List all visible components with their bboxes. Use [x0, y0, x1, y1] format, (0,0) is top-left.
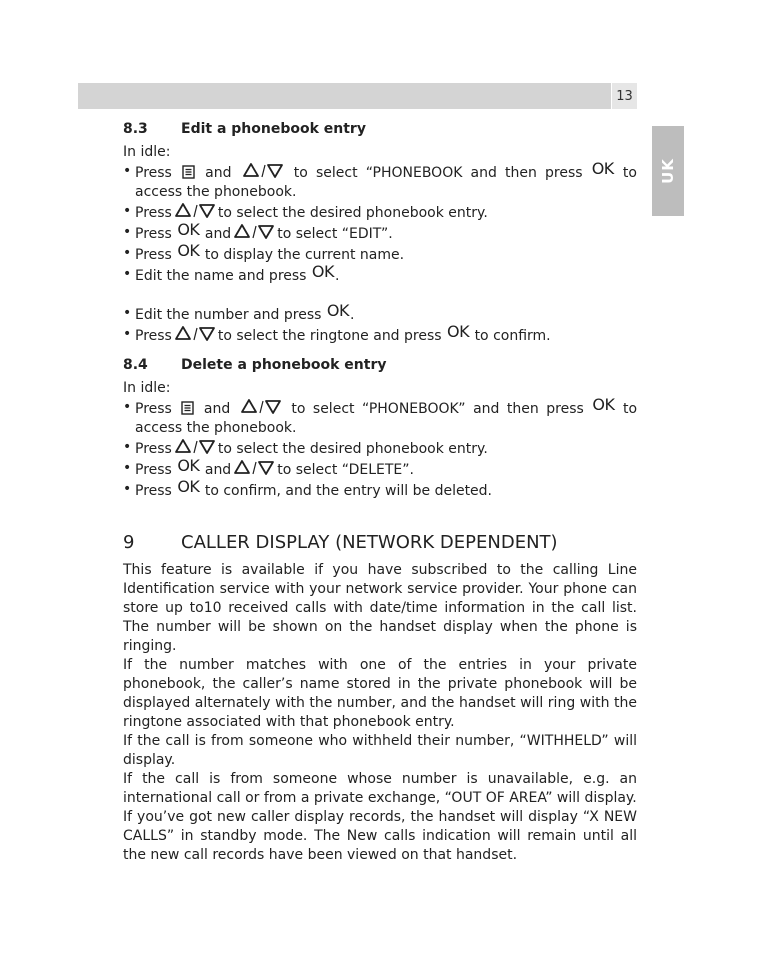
ok-key-icon: OK — [177, 477, 200, 496]
section-9-body — [123, 561, 637, 865]
paragraph: If the call is from someone who withheld their number, “WITHHELD” will display. — [123, 733, 637, 768]
list-item: • Press to select the desired phonebook entry. — [123, 438, 637, 459]
ok-key-icon: OK — [591, 159, 614, 178]
up-down-arrows-icon — [174, 202, 216, 219]
paragraph: If you’ve got new caller display records, the handset will display “X NEW CALLS” in standby mode. The New calls indication will remain until all the new call records have been viewed on that handset. — [123, 809, 637, 863]
up-down-arrows-icon — [174, 438, 216, 455]
list-item: • Press to select the desired phonebook entry. — [123, 202, 637, 223]
up-down-arrows-icon — [233, 459, 275, 476]
paragraph: This feature is available if you have subscribed to the calling Line Identification service with your network service provider. Your phone can store up to10 received calls with date/time information in the call list. The number will be shown on the handset display when the phone is ringing. — [123, 562, 637, 654]
ok-key-icon: OK — [177, 241, 200, 260]
up-down-arrows-icon — [242, 162, 284, 179]
paragraph: If the call is from someone whose number is unavailable, e.g. an international call or from a private exchange, “OUT OF AREA” will display. — [123, 771, 637, 806]
list-item-continuation: access the phonebook. — [135, 184, 297, 200]
list-item: • Press and to select “PHONEBOOK” and then press OK to — [123, 398, 637, 419]
list-item: • Press to select the ringtone and press OK to confirm. — [123, 325, 637, 346]
ok-key-icon: OK — [311, 262, 335, 281]
page-number: 13 — [612, 83, 637, 109]
ok-key-icon: OK — [592, 395, 615, 414]
language-tab-label: UK — [659, 158, 677, 184]
in-idle-label: In idle: — [123, 380, 171, 396]
menu-icon — [182, 165, 195, 179]
section-heading-8-4: 8.4 Delete a phonebook entry — [123, 357, 387, 373]
list-item: • Press OK to confirm, and the entry will be deleted. — [123, 480, 637, 501]
list-item: • Edit the name and press OK. — [123, 265, 637, 286]
list-item: • Edit the number and press OK. — [123, 304, 637, 325]
list-item: • Press OK and to select “EDIT”. — [123, 223, 637, 244]
in-idle-label: In idle: — [123, 144, 171, 160]
list-item: • Press and to select “PHONEBOOK and then press OK to — [123, 162, 637, 183]
ok-key-icon: OK — [447, 322, 470, 341]
list-item-continuation: access the phonebook. — [135, 420, 297, 436]
ok-key-icon: OK — [326, 301, 349, 320]
list-item: • Press OK to display the current name. — [123, 244, 637, 265]
up-down-arrows-icon — [240, 398, 282, 415]
language-tab — [652, 126, 684, 216]
menu-icon — [181, 401, 194, 415]
up-down-arrows-icon — [233, 223, 275, 240]
page-content — [123, 120, 637, 865]
ok-key-icon: OK — [177, 456, 200, 475]
list-item: • Press OK and to select “DELETE”. — [123, 459, 637, 480]
section-heading-8-3: 8.3 Edit a phonebook entry — [123, 121, 366, 137]
header-bar — [78, 83, 611, 109]
section-heading-9: 9 CALLER DISPLAY (NETWORK DEPENDENT) — [123, 532, 558, 553]
paragraph: If the number matches with one of the entries in your private phonebook, the caller’s name stored in the private phonebook will be displayed alternately with the number, and the handset will ring with the ringtone associated with that phonebook entry. — [123, 657, 637, 730]
up-down-arrows-icon — [174, 325, 216, 342]
ok-key-icon: OK — [177, 220, 200, 239]
